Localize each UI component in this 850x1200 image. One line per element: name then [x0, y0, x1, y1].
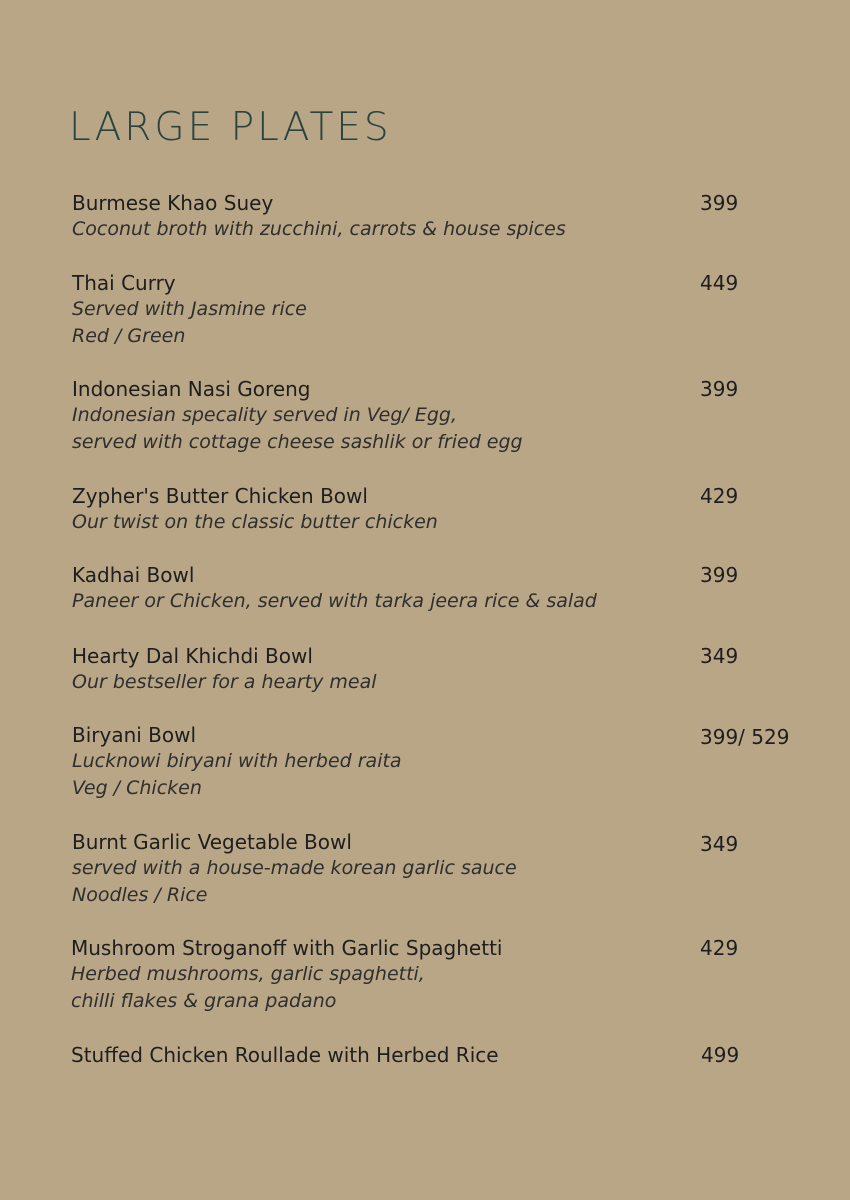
menu-item-price: 399	[700, 563, 739, 587]
menu-item-price: 429	[700, 484, 739, 508]
menu-item-nasi-goreng	[72, 376, 812, 456]
page-title: LARGE PLATES	[69, 105, 392, 150]
menu-item-price: 399/ 529	[700, 725, 790, 749]
menu-item-description: Served with Jasmine rice	[72, 298, 307, 320]
menu-item-price: 449	[700, 271, 739, 295]
menu-item-price: 399	[700, 377, 739, 401]
menu-item-dal-khichdi-bowl	[72, 643, 812, 696]
menu-item-price: 429	[700, 936, 739, 960]
menu-item-butter-chicken-bowl	[72, 483, 812, 536]
menu-item-thai-curry	[72, 270, 812, 350]
menu-item-burnt-garlic-bowl	[72, 829, 812, 909]
menu-item-name: Stuffed Chicken Roullade with Herbed Rice	[71, 1043, 499, 1067]
menu-item-name: Kadhai Bowl	[72, 563, 195, 587]
menu-item-name: Hearty Dal Khichdi Bowl	[72, 644, 313, 668]
menu-item-name: Indonesian Nasi Goreng	[72, 377, 311, 401]
menu-item-description: Paneer or Chicken, served with tarka jeera rice & salad	[72, 590, 597, 612]
menu-item-name: Mushroom Stroganoff with Garlic Spaghetti	[71, 936, 503, 960]
menu-item-description: Our bestseller for a hearty meal	[72, 671, 377, 693]
menu-item-description: Herbed mushrooms, garlic spaghetti,	[71, 963, 425, 985]
menu-item-name: Thai Curry	[72, 271, 176, 295]
menu-item-biryani-bowl	[72, 722, 812, 802]
menu-item-description: Coconut broth with zucchini, carrots & house spices	[72, 218, 566, 240]
menu-item-description: Lucknowi biryani with herbed raita	[72, 750, 402, 772]
menu-item-price: 349	[700, 832, 739, 856]
menu-item-variant: Veg / Chicken	[72, 777, 202, 799]
menu-item-description: Indonesian specality served in Veg/ Egg,	[72, 404, 458, 426]
menu-item-name: Burmese Khao Suey	[72, 191, 274, 215]
menu-item-name: Burnt Garlic Vegetable Bowl	[72, 830, 352, 854]
menu-item-kadhai-bowl	[72, 562, 812, 615]
menu-item-name: Biryani Bowl	[72, 723, 197, 747]
menu-item-description-line-2: served with cottage cheese sashlik or fried egg	[72, 431, 523, 453]
menu-item-variant: Noodles / Rice	[72, 884, 208, 906]
menu-item-description-line-2: chilli flakes & grana padano	[71, 990, 337, 1012]
menu-item-price: 499	[701, 1043, 740, 1067]
menu-item-description: served with a house-made korean garlic sauce	[72, 857, 517, 879]
menu-item-price: 349	[700, 644, 739, 668]
menu-item-chicken-roullade	[71, 1042, 811, 1068]
menu-item-variant: Red / Green	[72, 325, 186, 347]
menu-item-description: Our twist on the classic butter chicken	[72, 511, 438, 533]
menu-item-mushroom-stroganoff	[71, 935, 811, 1015]
menu-item-name: Zypher's Butter Chicken Bowl	[72, 484, 368, 508]
menu-item-price: 399	[700, 191, 739, 215]
menu-item-khao-suey	[72, 190, 812, 243]
